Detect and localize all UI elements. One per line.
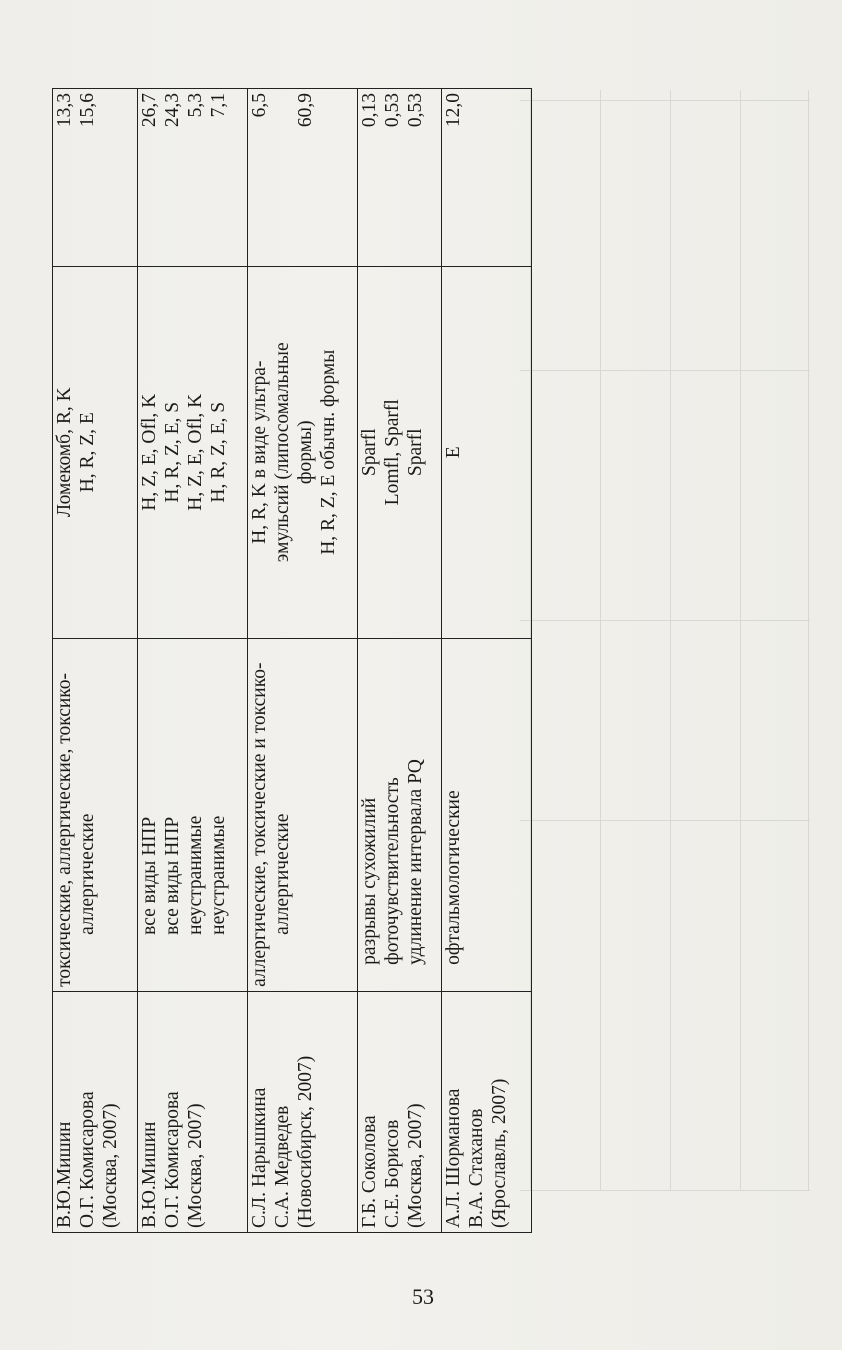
drugs-cell — [53, 266, 138, 638]
drugs-cell — [358, 266, 441, 638]
drug-line: H, Z, E, Ofl, K — [184, 393, 206, 511]
reaction-line: офтальмологические — [442, 790, 464, 965]
table-row — [441, 89, 531, 1233]
reaction-line: неустранимые — [207, 815, 229, 935]
table-row — [137, 89, 247, 1233]
drug-line: формы) — [294, 420, 316, 485]
drug-line: H, R, K в виде ультра- — [248, 360, 270, 544]
value-line: 13,3 — [54, 93, 75, 128]
author-line: (Москва, 2007) — [184, 1103, 206, 1228]
author-line: В.Ю.Мишин — [138, 1121, 160, 1228]
reaction-line: аллергические — [77, 813, 98, 935]
author-line: О.Г. Комисарова — [161, 1091, 183, 1228]
drugs-cell — [441, 266, 531, 638]
table-row — [53, 89, 138, 1233]
reactions-cell — [137, 638, 247, 991]
author-line: С.Л. Нарышкина — [248, 1087, 270, 1228]
value-line: 5,3 — [184, 93, 206, 118]
values-cell — [247, 89, 357, 267]
page-number: 53 — [412, 1284, 434, 1309]
value-line: 60,9 — [294, 93, 316, 128]
author-line: С.А. Медведев — [271, 1105, 293, 1228]
authors-cell — [441, 991, 531, 1232]
value-line: 15,6 — [77, 93, 98, 128]
drug-line: Sparfl — [359, 428, 381, 477]
reaction-line: аллергические, токсические и токсико- — [248, 662, 270, 987]
value-line: 6,5 — [248, 93, 270, 118]
reactions-cell — [441, 638, 531, 991]
drug-line: H, R, Z, E обычн. формы — [317, 349, 339, 555]
reactions-cell — [247, 638, 357, 991]
reaction-line: аллергические — [271, 813, 293, 935]
authors-cell — [53, 991, 138, 1232]
author-line: (Новосибирск, 2007) — [294, 1055, 316, 1228]
value-line: 0,13 — [359, 93, 381, 128]
reaction-line: разрывы сухожилий — [359, 797, 381, 965]
drugs-cell — [247, 266, 357, 638]
value-line: 12,0 — [442, 93, 464, 128]
authors-cell — [358, 991, 441, 1232]
table-row — [247, 89, 357, 1233]
drug-line: Sparfl — [405, 428, 427, 477]
drug-line: эмульсий (липосомальные — [271, 342, 293, 563]
values-cell — [358, 89, 441, 267]
author-line: В.Ю.Мишин — [54, 1121, 75, 1228]
drug-line: H, R, Z, E, S — [207, 401, 229, 503]
author-line: С.Е. Борисов — [382, 1119, 404, 1228]
reaction-line: все виды НПР — [161, 816, 183, 935]
author-line: (Москва, 2007) — [405, 1103, 427, 1228]
value-line: 26,7 — [138, 93, 160, 128]
reactions-cell — [53, 638, 138, 991]
reaction-line: удлинение интервала PQ — [405, 758, 427, 965]
author-line: А.Л. Шорманова — [442, 1088, 464, 1228]
author-line: Г.Б. Соколова — [359, 1115, 381, 1228]
drug-line: H, R, Z, E — [77, 412, 98, 493]
value-line: 24,3 — [161, 93, 183, 128]
value-line: 0,53 — [405, 93, 427, 128]
bleed-through-table — [520, 60, 820, 1240]
reaction-line: неустранимые — [184, 815, 206, 935]
drug-line: Ломекомб, R, K — [54, 387, 75, 518]
drug-line: E — [442, 446, 464, 459]
value-line: 7,1 — [207, 93, 229, 118]
author-line: (Ярославль, 2007) — [488, 1078, 510, 1228]
reaction-line: токсические, аллергические, токсико- — [54, 672, 75, 987]
authors-cell — [247, 991, 357, 1232]
drug-line: H, R, Z, E, S — [161, 401, 183, 503]
adverse-reactions-table — [52, 88, 532, 1233]
values-cell — [53, 89, 138, 267]
author-line: О.Г. Комисарова — [77, 1091, 98, 1228]
reaction-line: фоточувствительность — [382, 777, 404, 965]
author-line: (Москва, 2007) — [100, 1103, 121, 1228]
authors-cell — [137, 991, 247, 1232]
author-line: В.А. Стаханов — [465, 1108, 487, 1228]
reaction-line: все виды НПР — [138, 816, 160, 935]
drug-line: Lomfl, Sparfl — [382, 399, 404, 506]
reactions-cell — [358, 638, 441, 991]
value-line: 0,53 — [382, 93, 404, 128]
table-row — [358, 89, 441, 1233]
rotated-table-container — [52, 88, 532, 1233]
values-cell — [137, 89, 247, 267]
drugs-cell — [137, 266, 247, 638]
values-cell — [441, 89, 531, 267]
drug-line: H, Z, E, Ofl, K — [138, 393, 160, 511]
